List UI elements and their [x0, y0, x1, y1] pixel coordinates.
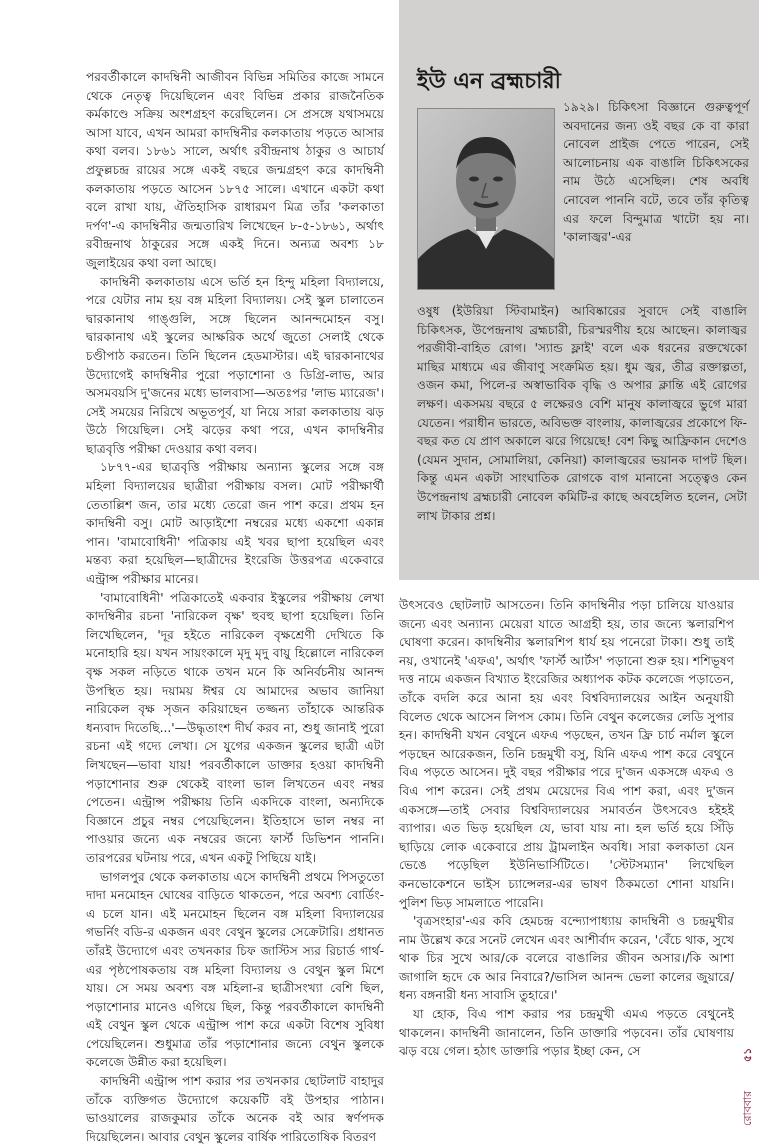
paragraph: 'বৃত্রসংহার'-এর কবি হেমচন্দ্র বন্দ্যোপাধ্যায় কাদম্বিনী ও চন্দ্রমুখীর নাম উল্লেখ করে সনেট লেখেন এবং আশীর্বাদ করেন, 'বেঁচে থাক, সুখে থাক চির সুখে আর/কে বলেরে বাঙালির জীবন অসার।/কি আশা জাগালি হৃদে কে আর নিবারে?/ভাসিল আনন্দ ভেলা কালের জুয়ারে/ধন্য বঙ্গনারী ধন্য সাবাসি তুহারে।': [399, 914, 734, 1003]
paragraph: 'বামাবোধিনী' পত্রিকাতেই একবার ইস্কুলের পরীক্ষায় লেখা কাদম্বিনীর রচনা 'নারিকেল বৃক্ষ' হুবহু ছাপা হয়েছিল। তিনি লিখেছিলেন, 'দূর হইতে নারিকেল বৃক্ষশ্রেণী দেখিতে কি মনোহারি হয়। যখন সায়ংকালে মৃদু মৃদু বায়ু হিল্লোলে নারিকেল বৃক্ষ সকল নড়িতে থাকে তখন মনে কি অনির্বচনীয় আনন্দ উপস্থিত হয়। দয়াময় ঈশ্বর যে আমাদের অভাব জানিয়া নারিকেল বৃক্ষ সৃজন করিয়াছেন তজ্জন্য তাঁহাকে আন্তরিক ধন্যবাদ দিতেছি...'—উদ্ধৃতাংশ দীর্ঘ করব না, শুধু জানাই পুরো রচনা এই গদ্যে লেখা। সে যুগের একজন স্কুলের ছাত্রী এটা লিখছেন—ভাবা যায়! পরবর্তীকালে ডাক্তার হওয়া কাদম্বিনী পড়াশোনার শুরু থেকেই বাংলা ভাল লিখতেন এবং নম্বর পেতেন। এন্ট্রান্স পরীক্ষায় তিনি একদিকে বাংলা, অন্যদিকে বিজ্ঞানে প্রচুর নম্বর পেয়েছিলেন। ইতিহাসে ভাল নম্বর না পাওয়ার জন্যে এক নম্বরের জন্যে ফার্স্ট ডিভিশন পাননি। তারপরের ঘটনায় পরে, এখন একটু পিছিয়ে যাই।: [86, 590, 384, 865]
paragraph: যা হোক, বিএ পাশ করার পর চন্দ্রমুখী এমএ পড়তে বেথুনেই থাকলেন। কাদম্বিনী জানালেন, তিনি ডাক্তারি পড়বেন। তাঁর ঘোষণায় ঝড় বয়ে গেল। হঠাৎ ডাক্তারি পড়ার ইচ্ছা কেন, সে: [399, 1007, 734, 1059]
portrait-illustration: [418, 109, 554, 289]
magazine-name: রোববার: [741, 1090, 754, 1126]
paragraph: কাদম্বিনী এন্ট্রান্স পাশ করার পর তখনকার ছোটলাট বাহাদুর তাঁকে ব্যক্তিগত উদ্যোগে কয়েকটি বই উপহার পাঠান। ভাওয়ালের রাজকুমার তাঁকে অনেক বই আর স্বর্ণপদক দিয়েছিলেন। আবার বেথুন স্কুলের বার্ষিক পারিতোষিক বিতরণ: [86, 1074, 384, 1144]
right-column: [399, 596, 734, 1061]
portrait-photo: [417, 108, 555, 290]
sidebar-lead-text: ১৯২৯। চিকিৎসা বিজ্ঞানে গুরুত্বপূর্ণ অবদানের জন্য ওই বছর কে বা কারা নোবেল প্রাইজ পেতে পারেন, সেই আলোচনায় এক বাঙালি চিকিৎসকের নাম উঠে এসেছিল। শেষ অবধি নোবেল পাননি বটে, তবে তাঁর কৃতিত্ব এর ফলে বিন্দুমাত্র খাটো হয় না। 'কালাজ্বর'-এর: [563, 100, 749, 245]
paragraph: ভাগলপুর থেকে কলকাতায় এসে কাদম্বিনী প্রথমে পিসতুতো দাদা মনমোহন ঘোষের বাড়িতে থাকতেন, পরে অবশ্য বোর্ডিং-এ চলে যান। এই মনমোহন ছিলেন বঙ্গ মহিলা বিদ্যালয়ের গভর্নিং বডি-র একজন এবং বেথুন স্কুলের সেক্রেটারি। প্রধানত তাঁরই উদ্যোগে এবং তখনকার চিফ জাস্টিস স্যর রিচার্ড গার্থ-এর পৃষ্ঠপোষকতায় বঙ্গ মহিলা বিদ্যালয় ও বেথুন স্কুল মিশে যায়। সে সময় অবশ্য বঙ্গ মহিলা-র ছাত্রীসংখ্যা বেশি ছিল, পড়াশোনার মানেও এগিয়ে ছিল, কিন্তু পরবর্তীকালে কাদম্বিনী এই বেথুন স্কুল থেকে এন্ট্রান্স পাশ করে একটা বিশেষ সুবিধা পেয়েছিলেন। শুধুমাত্র তাঁর পড়াশোনার জন্যে বেথুন স্কুলকে কলেজে উন্নীত করা হয়েছিল।: [86, 869, 384, 1070]
paragraph: কাদম্বিনী কলকাতায় এসে ভর্তি হন হিন্দু মহিলা বিদ্যালয়ে, পরে যেটার নাম হয় বঙ্গ মহিলা বিদ্যালয়। সেই স্কুল চালাতেন দ্বারকানাথ গাঙ্গুলি, সঙ্গে ছিলেন আনন্দমোহন বসু। দ্বারকানাথ এই স্কুলের আক্ষরিক অর্থে জুতো সেলাই থেকে চণ্ডীপাঠ করতেন। তিনি ছিলেন হেডমাস্টার। এই দ্বারকানাথের উদ্যোগেই কাদম্বিনীর পুরো পড়াশোনা ও ডিগ্রি-লাভ, আর অসমবয়সি দু'জনের মধ্যে ভালবাসা—অতঃপর 'লাভ ম্যারেজ'। সেই সময়ের নিরিখে অভূতপূর্ব, যা নিয়ে সারা কলকাতায় ঝড় উঠে গিয়েছিল। সেই ঝড়ের কথা পরে, এখন কাদম্বিনীর ছাত্রবৃত্তি পরীক্ষা দেওয়ার কথা বলব।: [86, 274, 384, 456]
sidebar-body-text: ওষুধ (ইউরিয়া স্টিবামাইন) আবিষ্কারের সুবাদে সেই বাঙালি চিকিৎসক, উপেন্দ্রনাথ ব্রহ্মচারী, চিরস্মরণীয় হয়ে আছেন। কালাজ্বর পরজীবী-বাহিত রোগ। 'স্যান্ড ফ্লাই' বলে এক ধরনের রক্তখেকো মাছির মাধ্যমে এর জীবাণু সংক্রমিত হয়। ধুম জ্বর, তীব্র রক্তাল্পতা, ওজন কমা, পিলে-র অস্বাভাবিক বৃদ্ধি ও অপার ক্লান্তি এই রোগের লক্ষণ। একসময় বছরে ৫ লক্ষেরও বেশি মানুষ কালাজ্বরে ভুগে মারা যেতেন। পরাধীন ভারতে, অবিভক্ত বাংলায়, কালাজ্বরের প্রকোপে ফি-বছর কত যে প্রাণ অকালে ঝরে গিয়েছে! বেশ কিছু আফ্রিকান দেশেও (যেমন সুদান, সোমালিয়া, কেনিয়া) কালাজ্বরের ভয়ানক দাপট ছিল। কিন্তু এমন একটা সাংঘাতিক রোগকে বাগ মানানো সত্ত্বেও কেন উপেন্দ্রনাথ ব্রহ্মচারী নোবেল কমিটি-র কাছে অবহেলিত হলেন, সেটা লাখ টাকার প্রশ্ন।: [417, 304, 747, 523]
left-column: [86, 68, 384, 1146]
page-folio: [735, 1040, 765, 1126]
paragraph: পরবর্তীকালে কাদম্বিনী আজীবন বিভিন্ন সমিতির কাজে সামনে থেকে নেতৃত্ব দিয়েছিলেন এবং বিভিন্ন প্রকার রাজনৈতিক কর্মকাণ্ডে সক্রিয় অংশগ্রহণ করেছিলেন। সে প্রসঙ্গে যথাসময়ে আসা যাবে, এখন আমরা কাদম্বিনীর কলকাতায় পড়তে আসার কথা বলব। ১৮৬১ সালে, অর্থাৎ রবীন্দ্রনাথ ঠাকুর ও আচার্য প্রফুল্লচন্দ্র রায়ের সঙ্গে একই বছরে জন্মগ্রহণ করে কাদম্বিনী কলকাতায় পড়তে আসেন ১৮৭৫ সালে। এখানে একটা কথা বলে রাখা যায়, ঐতিহাসিক রাধারমণ মিত্র তাঁর 'কলকাতা দর্পণ'-এ কাদম্বিনীর জন্মতারিখ লিখেছেন ৮-৫-১৮৬১, অর্থাৎ রবীন্দ্রনাথ ঠাকুরের সঙ্গে একই দিনে। অন্যত্র অবশ্য ১৮ জুলাইয়ের কথা বলা আছে।: [86, 70, 384, 270]
page-number: ৫১: [741, 1047, 754, 1062]
sidebar-title: ইউ এন ব্রহ্মচারী: [417, 69, 561, 94]
paragraph: উৎসবেও ছোটলাট আসতেন। তিনি কাদম্বিনীর পড়া চালিয়ে যাওয়ার জন্যে এবং অন্যান্য মেয়েরা যাতে আগ্রহী হয়, তার জন্যে স্কলারশিপ ঘোষণা করেন। কাদম্বিনীর স্কলারশিপ ধার্য হয় পনেরো টাকা। শুধু তাই নয়, ওখানেই 'এফএ', অর্থাৎ 'ফার্স্ট আর্টস' পড়ানো শুরু হয়। শশিভূষণ দত্ত নামে একজন বিখ্যাত ইংরেজির অধ্যাপক কটক কলেজে পড়াতেন, তাঁকে বদলি করে আনা হয় এবং বিশ্ববিদ্যালয়ের আইন অনুযায়ী বিলেত থেকে আসেন লিপস কোম। তিনি বেথুন কলেজের লেডি সুপার হন। কাদম্বিনী যখন বেথুনে এফএ পড়ছেন, তখন ফ্রি চার্চ নর্মাল স্কুলে পড়ছেন আরেকজন, তিনি চন্দ্রমুখী বসু, যিনি এফএ পাশ করে বেথুনে বিএ পড়তে আসেন। দুই বছর পরীক্ষার পরে দু'জন একসঙ্গে এফএ ও বিএ পাশ করেন। সেই প্রথম মেয়েদের বিএ পাশ করা, এবং দু'জন একসঙ্গে—তাই সেবার বিশ্ববিদ্যালয়ের সমাবর্তন উৎসবেও হইহই ব্যাপার। এত ভিড় হয়েছিল যে, ভাবা যায় না। হল ভর্তি হয়ে সিঁড়ি ছাড়িয়ে লোক একেবারে প্রায় ট্রামলাইন অবধি। সারা কলকাতা যেন ভেঙে পড়েছিল ইউনিভার্সিটিতে। 'স্টেটসম্যান' লিখেছিল কনভোকেশনে ভাইস চ্যান্সেলর-এর ভাষণ ঠিকমতো শোনা যায়নি। পুলিশ ভিড় সামলাতে পারেনি।: [399, 598, 734, 910]
sidebar-box: [399, 0, 759, 580]
paragraph: ১৮৭৭-এর ছাত্রবৃত্তি পরীক্ষায় অন্যান্য স্কুলের সঙ্গে বঙ্গ মহিলা বিদ্যালয়ের ছাত্রীরা পরীক্ষায় বসল। মোট পরীক্ষার্থী তেতাল্লিশ জন, তার মধ্যে তেরো জন পাশ করে। প্রথম হন কাদম্বিনী বসু। মোট আড়াইশো নম্বরের মধ্যে একশো একান্ন পান। 'বামাবোধিনী' পত্রিকায় এই খবর ছাপা হয়েছিল এবং মন্তব্য করা হয়েছিল—ছাত্রীদের ইংরেজি উত্তরপত্র একেবারে এন্ট্রান্স পরীক্ষার মানের।: [86, 460, 384, 587]
